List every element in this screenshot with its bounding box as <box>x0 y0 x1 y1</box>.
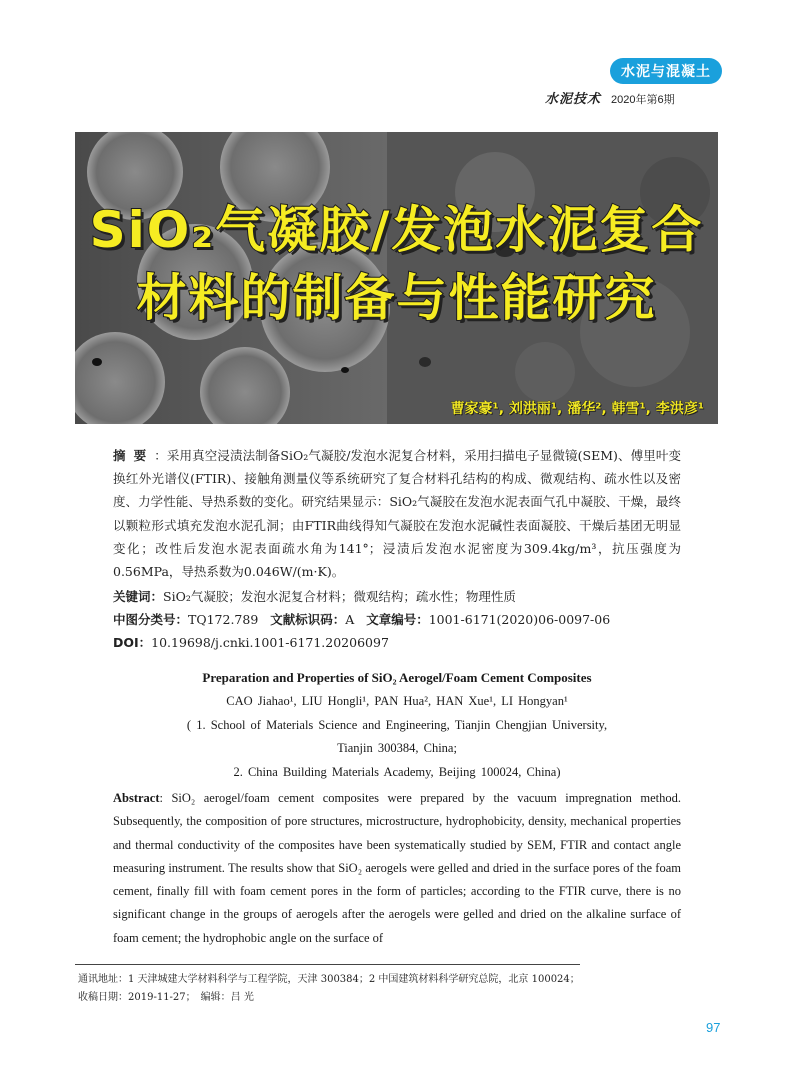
abstract-en-text: : SiO₂ aerogel/foam cement composites were prepared by the vacuum impregnation method. Subsequently, the composition of pore structures, microstructure, hydrophobicity, density, mechanical properties and thermal conductivity of the composites have been systematically studied by SEM, FTIR and contact angle measuring instrument. The results show that SiO₂ aerogels were gelled and dried in the surface pores of the foam cement, finally fill with foam cement pores in the form of particles; according to the FTIR curve, there is no significant change in the groups of aerogels after the aerogels were gelled and dried on the alkaline surface of foam cement; the hydrophobic angle on the surface of <box>113 791 681 945</box>
page-number: 97 <box>706 1020 721 1035</box>
authors-cn: 曹家豪¹, 刘洪丽¹, 潘华², 韩雪¹, 李洪彦¹ <box>450 401 704 417</box>
title-banner <box>75 132 718 424</box>
keywords-label: 关键词： <box>113 589 164 604</box>
authors-en: CAO Jiahao¹, LIU Hongli¹, PAN Hua², HAN Xue¹, LI Hongyan¹ <box>226 694 568 708</box>
article-no-value: 1001-6171(2020)06-0097-06 <box>428 612 611 627</box>
affiliation-2: 2. China Building Materials Academy, Beijing 100024, China) <box>233 765 561 779</box>
journal-name: 水泥技术 <box>545 92 602 107</box>
abstract-en <box>113 787 681 950</box>
article-title-en: Preparation and Properties of SiO₂ Aerogel/Foam Cement Composites <box>202 670 592 685</box>
journal-issue: 2020年第6期 <box>611 94 675 106</box>
affiliation-1: ( 1. School of Materials Science and Engineering, Tianjin Chengjian University, <box>186 718 608 732</box>
affiliation-1-city: Tianjin 300384, China; <box>337 741 457 755</box>
doc-code-label: 文献标识码： <box>270 612 346 627</box>
abstract-cn <box>113 444 681 583</box>
clc-label: 中图分类号： <box>113 612 189 627</box>
article-title-cn <box>75 196 718 332</box>
article-no-label: 文章编号： <box>366 612 429 627</box>
classification-line <box>113 610 610 628</box>
keywords-text: SiO₂气凝胶；发泡水泥复合材料；微观结构；疏水性；物理性质 <box>163 589 516 604</box>
title-line-1: SiO₂气凝胶/发泡水泥复合 <box>89 201 704 259</box>
journal-header <box>545 88 675 107</box>
doc-code-value: A <box>345 612 355 627</box>
doi-value[interactable]: 10.19698/j.cnki.1001-6171.20206097 <box>151 635 389 650</box>
footnote-divider <box>75 964 580 965</box>
abstract-cn-label: 摘要 <box>113 448 155 463</box>
doi-line <box>113 633 389 651</box>
footnote-address: 通讯地址：1 天津城建大学材料科学与工程学院，天津 300384；2 中国建筑材料科学研究总院，北京 100024； <box>78 974 580 985</box>
keywords-line <box>113 587 516 605</box>
abstract-en-label: Abstract <box>113 791 160 805</box>
doi-label: DOI： <box>113 635 152 650</box>
footnote-received: 收稿日期：2019-11-27； 编辑：吕 光 <box>78 992 254 1003</box>
abstract-cn-text: ：采用真空浸渍法制备SiO₂气凝胶/发泡水泥复合材料，采用扫描电子显微镜(SEM)、傅里叶变换红外光谱仪(FTIR)、接触角测量仪等系统研究了复合材料孔结构的构成、微观结构、疏水性以及密度、力学性能、导热系数的变化。研究结果显示：SiO₂气凝胶在发泡水泥表面气孔中凝胶、干燥，最终以颗粒形式填充发泡水泥孔洞；由FTIR曲线得知气凝胶在发泡水泥碱性表面凝胶、干燥后基团无明显变化；改性后发泡水泥表面疏水角为141°；浸渍后发泡水泥密度为309.4kg/m³，抗压强度为0.56MPa，导热系数为0.046W/(m·K)。 <box>113 448 681 580</box>
clc-value: TQ172.789 <box>188 612 259 627</box>
section-badge: 水泥与混凝土 <box>610 58 722 84</box>
title-line-2: 材料的制备与性能研究 <box>136 269 657 327</box>
